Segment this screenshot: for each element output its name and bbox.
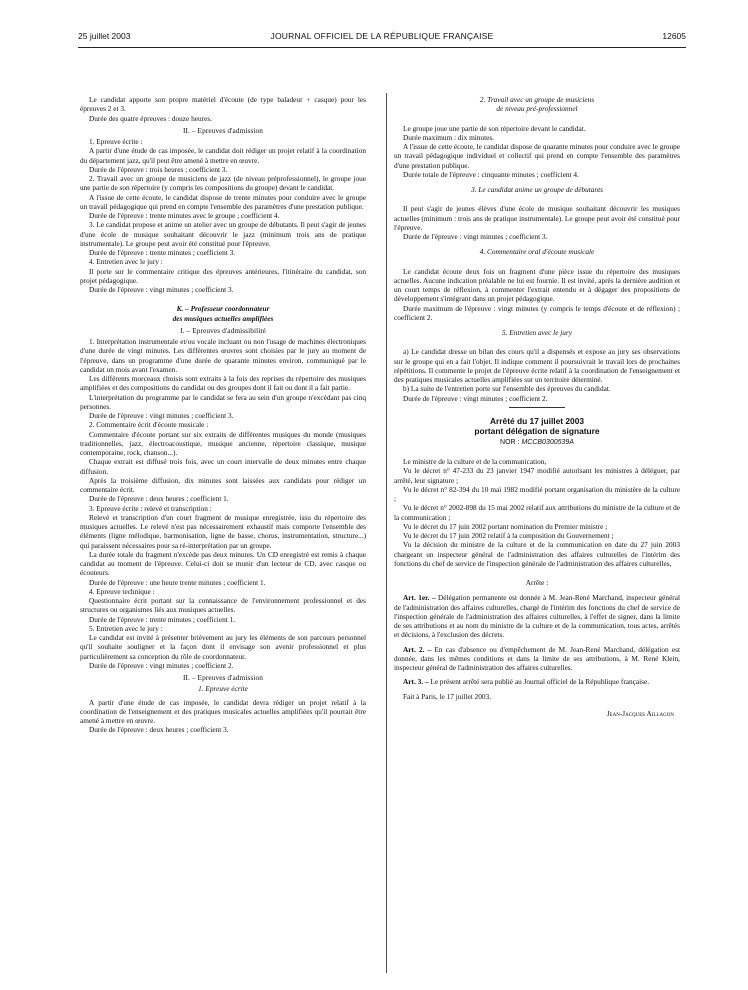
- paragraph: A partir d'une étude de cas imposée, le candidat doit rédiger un projet relatif à la coordination du département jazz, qu'il peut être amené à mettre en œuvre.: [80, 146, 366, 165]
- paragraph: Vu la décision du ministre de la culture et de la communication en date du 27 juin 2003 chargeant un inspecteur général de l'administration des affaires culturelles de l'intérim des fonctions du chef de service de l'inspection générale de l'administration des affaires culturelles,: [394, 540, 680, 568]
- nor-code: MCCB0300539A: [521, 438, 574, 446]
- paragraph: Le groupe joue une partie de son répertoire devant le candidat.: [403, 123, 586, 133]
- article-number: Art. 3. –: [403, 677, 429, 687]
- article: [394, 677, 680, 686]
- paragraph: Durée de l'épreuve : vingt minutes ; coefficient 3.: [403, 232, 548, 241]
- paragraph: Il porte sur le commentaire critique des épreuves antérieures, l'itinéraire du candidat, son projet pédagogique.: [80, 266, 366, 285]
- paragraph: 4. Entretien avec le jury :: [89, 257, 163, 267]
- section-heading: II. – Epreuves d'admission: [182, 673, 264, 682]
- paragraph: a) Le candidat dresse un bilan des cours qu'il a dispensés et expose au jury ses observations sur le groupe qui en a fait l'objet. Il indique comment il poursuivrait le travail lors de prochaines répétitions. Il commente le projet de l'épreuve écrite relatif à la coordination de l'enseignement et des pratiques musicales actuelles amplifiées sur un territoire déterminé.: [394, 347, 680, 384]
- paragraph: Durée de l'épreuve : trente minutes ; coefficient 1.: [89, 614, 236, 624]
- right-column: [394, 95, 680, 718]
- header-rule: [78, 47, 686, 48]
- column-separator: [386, 93, 387, 973]
- section-heading: I. – Epreuves d'admissibilité: [180, 325, 266, 335]
- paragraph: 1. Epreuve écrite :: [89, 137, 143, 146]
- paragraph: Vu le décret n° 2002-898 du 15 mai 2002 relatif aux attributions du ministre de la culture et de la communication ;: [394, 503, 680, 522]
- article-number: Art. 2. –: [403, 644, 432, 654]
- nor-reference: [394, 438, 680, 447]
- article: [394, 645, 680, 673]
- paragraph: Relevé et transcription d'un court fragment de musique enregistrée, issu du répertoire des musiques actuelles. Le relevé n'est pas nécessairement exhaustif mais comporte l'ensemble des éléments (ligne mélodique, harmonisation, ligne de basse, chorus, instrumentation, structure...) qui paraissent nécessaires pour sa ré-interprétation par un groupe.: [80, 512, 366, 550]
- paragraph: Vu le décret n° 47-233 du 23 janvier 1947 modifié autorisant les ministres à déléguer, par arrêté, leur signature ;: [394, 466, 680, 485]
- paragraph: b) La suite de l'entretien porte sur l'ensemble des épreuves du candidat.: [403, 384, 611, 394]
- paragraph: Vu le décret n° 82-394 du 10 mai 1982 modifié portant organisation du ministère de la culture ;: [394, 484, 680, 503]
- decree-title: Arrêté du 17 juillet 2003: [489, 415, 585, 426]
- spacer: [80, 294, 366, 304]
- page-header: [78, 30, 686, 44]
- paragraph: Le candidat apporte son propre matériel d'écoute (de type baladeur + casque) pour les épreuves 2 et 3.: [80, 95, 366, 114]
- paragraph: 3. Epreuve écrite : relevé et transcription :: [89, 503, 212, 513]
- paragraph: Durée maximum de l'épreuve : vingt minutes (y compris le temps d'écoute et de réflexion) ; coefficient 2.: [394, 303, 680, 322]
- paragraph: A partir d'une étude de cas imposée, le candidat devra rédiger un projet relatif à la coordination de l'enseignement et des pratiques musicales actuelles amplifiées qu'il pourrait être amené à mettre en œuvre.: [80, 697, 366, 725]
- subject-heading: des musiques actuelles amplifiées: [172, 313, 274, 323]
- exam-heading: 1. Epreuve écrite: [198, 684, 248, 694]
- paragraph: La durée totale du fragment n'excède pas deux minutes. Un CD enregistré est remis à chaque candidat au moment de l'épreuve. Celui-ci doit se munir d'un lecteur de CD, avec casque ou écouteurs.: [80, 549, 366, 578]
- article: [394, 593, 680, 639]
- article-text: Le présent arrêté sera publié au Journal officiel de la République française.: [428, 677, 650, 687]
- paragraph: Durée maximum : dix minutes.: [403, 132, 494, 142]
- exam-heading: 3. Le candidat anime un groupe de débutants: [471, 185, 603, 194]
- section-divider: [509, 407, 565, 408]
- paragraph: 2. Travail avec un groupe de musiciens de jazz (de niveau préprofessionnel), le groupe joue une partie de son répertoire (y compris les compositions du groupe) devant le candidat.: [80, 174, 366, 193]
- exam-heading: 4. Commentaire oral d'écoute musicale: [479, 247, 595, 257]
- exam-heading: 5. Entretien avec le jury: [501, 328, 573, 337]
- paragraph: Les différents morceaux choisis sont extraits à la fois des reprises du répertoire des musiques amplifiées et des compositions du candidat ou des groupes dont il fait ou dont il a fait partie.: [80, 374, 366, 393]
- nor-label: NOR :: [500, 438, 520, 446]
- paragraph: 5. Entretien avec le jury :: [89, 623, 163, 633]
- left-column: [80, 95, 366, 735]
- paragraph: Durée des quatre épreuves : douze heures.: [89, 113, 212, 123]
- paragraph: Durée de l'épreuve : deux heures ; coefficient 1.: [89, 494, 229, 504]
- article-number: Art. 1er. –: [403, 593, 436, 603]
- paragraph: Durée de l'épreuve : deux heures ; coefficient 3.: [89, 725, 229, 735]
- paragraph: Durée de l'épreuve : vingt minutes ; coefficient 2.: [403, 393, 548, 403]
- paragraph: Durée de l'épreuve : vingt minutes ; coefficient 2.: [89, 660, 234, 670]
- paragraph: 1. Interprétation instrumentale et/ou vocale incluant ou non l'usage de machines électroniques d'une durée de vingt minutes. Les différentes œuvres sont choisies par le jury au moment de l'épreuve, dans un programme d'une durée de quarante minutes environ, communiqué par le candidat un mois avant l'examen.: [80, 337, 366, 374]
- paragraph: Fait à Paris, le 17 juillet 2003.: [403, 691, 491, 701]
- paragraph: Durée de l'épreuve : trois heures ; coefficient 3.: [89, 164, 228, 174]
- header-date: 25 juillet 2003: [78, 31, 131, 41]
- spacer: [394, 568, 680, 578]
- paragraph: Vu le décret du 17 juin 2002 portant nomination du Premier ministre ;: [403, 521, 608, 531]
- paragraph: Commentaire d'écoute portant sur six extraits de différentes musiques du monde (musiques traditionnelles, jazz, électroacoustique, musique ancienne, répertoire classique, musique contemporaine, rock, chanson...).: [80, 429, 366, 457]
- paragraph: A l'issue de cette écoute, le candidat dispose de quarante minutes pour conduire avec le groupe un travail pédagogique individuel et collectif qui prend en compte l'ensemble des paramètres d'une prestation publique.: [394, 142, 680, 170]
- paragraph: Durée de l'épreuve : vingt minutes ; coefficient 3.: [89, 285, 234, 294]
- paragraph: Le ministre de la culture et de la communication,: [403, 457, 547, 466]
- paragraph: 3. Le candidat propose et anime un atelier avec un groupe de débutants. Il peut s'agir de jeunes d'une école de musique souhaitant découvrir le jazz (minimum trois ans de pratique instrumentale). Le groupe peut avoir été constitué pour l'épreuve.: [80, 220, 366, 248]
- paragraph: 2. Commentaire écrit d'écoute musicale :: [89, 420, 209, 430]
- paragraph: L'interprétation du programme par le candidat se fera au sein d'un groupe n'excédant pas cinq personnes.: [80, 392, 366, 411]
- page-number: 12605: [662, 31, 686, 41]
- paragraph: Il peut s'agir de jeunes élèves d'une école de musique souhaitant découvrir les musiques actuelles (minimum : trois ans de pratique instrumentale). Le groupe peut avoir été constitué pour l'épreuve.: [394, 204, 680, 232]
- subject-heading: K. – Professeur coordonnateur: [176, 304, 270, 314]
- arrete-label: Arrête :: [525, 578, 549, 587]
- paragraph: 4. Epreuve technique :: [89, 586, 155, 596]
- paragraph: Durée totale de l'épreuve : cinquante minutes ; coefficient 4.: [403, 169, 579, 179]
- section-heading: II. – Epreuves d'admission: [182, 125, 264, 135]
- paragraph: Le candidat est invité à présenter brièvement au jury les éléments de son parcours personnel qu'il souhaite souligner et la façon dont il envisage son avenir professionnel et plus particulièrement sa conception du rôle de coordonnateur.: [80, 633, 366, 661]
- paragraph: Durée de l'épreuve : une heure trente minutes ; coefficient 1.: [89, 577, 266, 587]
- paragraph: Vu le décret du 17 juin 2002 relatif à la composition du Gouvernement ;: [403, 531, 614, 540]
- paragraph: Durée de l'épreuve : trente minutes avec le groupe ; coefficient 4.: [89, 211, 280, 220]
- paragraph: Après la troisième diffusion, dix minutes sont laissées aux candidats pour rédiger un commentaire écrit.: [80, 475, 366, 494]
- signature: Jean-Jacques Aillagon: [606, 708, 674, 718]
- article-text: Délégation permanente est donnée à M. Jean-René Marchand, inspecteur général de l'administration des affaires culturelles, chargé de l'intérim des fonctions du chef de service de l'inspection générale de l'administration des affaires culturelles, à l'effet de signer, dans la limite de ses attributions et au nom du ministre de la culture et de la communication, tous actes, arrêtés et décisions, à l'exclusion des décrets.: [394, 593, 681, 640]
- decree-title: portant délégation de signature: [474, 425, 600, 436]
- paragraph: Durée de l'épreuve : trente minutes ; coefficient 3.: [89, 248, 236, 257]
- paragraph: Durée de l'épreuve : vingt minutes ; coefficient 3.: [89, 411, 234, 420]
- exam-heading: de niveau pré-professionnel: [496, 104, 578, 114]
- paragraph: Chaque extrait est diffusé trois fois, avec un court intervalle de deux minutes entre chaque diffusion.: [80, 457, 366, 476]
- exam-heading: 2. Travail avec un groupe de musiciens: [479, 95, 595, 104]
- paragraph: A l'issue de cette écoute, le candidat dispose de trente minutes pour conduire avec le groupe un travail pédagogique qui prend en compte l'ensemble des paramètres d'une prestation publique.: [80, 192, 366, 211]
- journal-title: JOURNAL OFFICIEL DE LA RÉPUBLIQUE FRANÇAISE: [270, 31, 494, 41]
- article-text: En cas d'absence ou d'empêchement de M. Jean-René Marchand, délégation est donnée, dans les mêmes conditions et dans la limite de ses attributions, à M. René Klein, inspecteur général de l'administration des affaires culturelles.: [394, 644, 680, 672]
- paragraph: Questionnaire écrit portant sur la connaissance de l'environnement professionnel et des structures ou organismes liés aux musiques actuelles.: [80, 596, 366, 615]
- paragraph: Le candidat écoute deux fois un fragment d'une pièce issue du répertoire des musiques actuelles. Aucune indication préalable ne lui est fournie. Il est invité, après la dernière audition et un court temps de réflexion, à commenter l'extrait entendu et à dégager des propositions de développement s'intégrant dans un projet pédagogique.: [394, 266, 680, 304]
